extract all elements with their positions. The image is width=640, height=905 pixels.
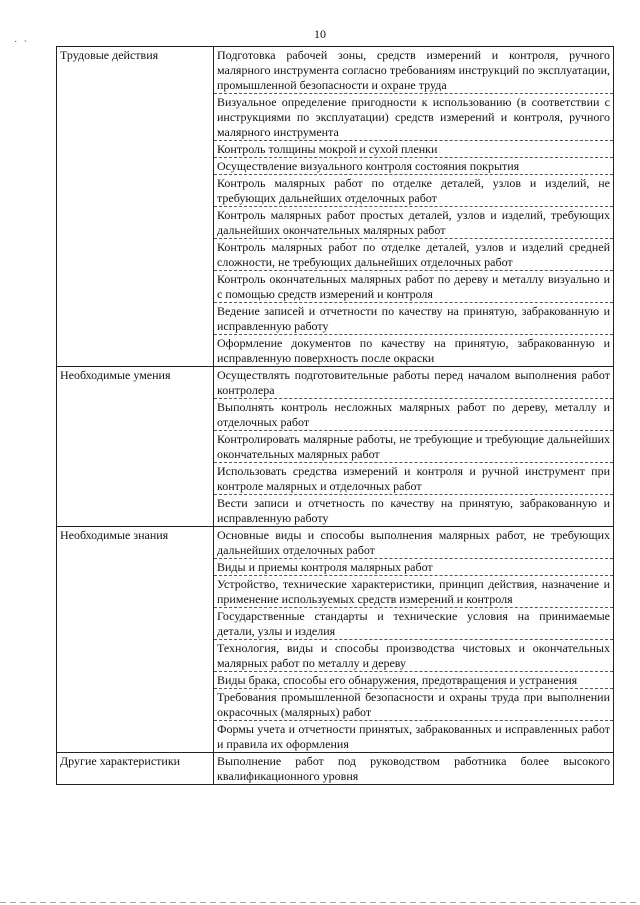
list-item: Вести записи и отчетность по качеству на принятую, забракованную и исправленную работу (217, 496, 610, 525)
section-items-cell (214, 367, 614, 527)
table-row (57, 47, 614, 367)
list-item: Контроль малярных работ простых деталей, узлов и изделий, требующих дальнейших окончательных малярных работ (214, 207, 613, 239)
table-row (57, 527, 614, 753)
list-item: Подготовка рабочей зоны, средств измерений и контроля, ручного малярного инструмента согласно требованиям инструкций по эксплуатации, промышленной безопасности и охране труда (214, 47, 613, 94)
section-label: Необходимые знания (57, 527, 214, 753)
list-item: Виды брака, способы его обнаружения, предотвращения и устранения (214, 672, 613, 689)
list-item: Устройство, технические характеристики, принцип действия, назначение и применение используемых средств измерений и контроля (214, 576, 613, 608)
section-label: Необходимые умения (57, 367, 214, 527)
scan-specks: ˙ ˋ (14, 40, 30, 51)
section-items-list (214, 367, 613, 526)
section-items-cell (214, 47, 614, 367)
list-item: Контроль малярных работ по отделке деталей, узлов и изделий, не требующих дальнейших отделочных работ (214, 175, 613, 207)
table-row (57, 367, 614, 527)
list-item: Контролировать малярные работы, не требующие и требующие дальнейших окончательных малярных работ (214, 431, 613, 463)
list-item: Требования промышленной безопасности и охраны труда при выполнении окрасочных (малярных) работ (214, 689, 613, 721)
section-label: Другие характеристики (57, 753, 214, 785)
list-item: Выполнение работ под руководством работника более высокого квалификационного уровня (217, 754, 610, 783)
list-item: Контроль толщины мокрой и сухой пленки (214, 141, 613, 158)
list-item: Основные виды и способы выполнения малярных работ, не требующих дальнейших отделочных работ (214, 527, 613, 559)
list-item: Формы учета и отчетности принятых, забракованных и исправленных работ и правила их оформления (217, 722, 610, 751)
list-item: Виды и приемы контроля малярных работ (214, 559, 613, 576)
table-body (57, 47, 614, 785)
list-item: Технология, виды и способы производства чистовых и окончательных малярных работ по металлу и дереву (214, 640, 613, 672)
list-item: Контроль малярных работ по отделке деталей, узлов и изделий средней сложности, не требующих дальнейших отделочных работ (214, 239, 613, 271)
table-row (57, 753, 614, 785)
list-item: Использовать средства измерений и контроля и ручной инструмент при контроле малярных и отделочных работ (214, 463, 613, 495)
section-items-cell (214, 527, 614, 753)
section-items-list (214, 47, 613, 366)
list-item: Оформление документов по качеству на принятую, забракованную и исправленную поверхность после окраски (217, 336, 610, 365)
section-label: Трудовые действия (57, 47, 214, 367)
list-item: Контроль окончательных малярных работ по дереву и металлу визуально и с помощью средств измерений и контроля (214, 271, 613, 303)
list-item: Выполнять контроль несложных малярных работ по дереву, металлу и отделочных работ (214, 399, 613, 431)
section-items-list (214, 527, 613, 752)
list-item: Визуальное определение пригодности к использованию (в соответствии с инструкциями по эксплуатации) средств измерений и контроля, ручного малярного инструмента (214, 94, 613, 141)
section-items-cell (214, 753, 614, 785)
characteristics-table (56, 46, 614, 785)
list-item: Государственные стандарты и технические условия на принимаемые детали, узлы и изделия (214, 608, 613, 640)
section-items-list (214, 753, 613, 784)
scan-edge-line (0, 902, 640, 903)
list-item: Осуществлять подготовительные работы перед началом выполнения работ контролера (214, 367, 613, 399)
page-number: 10 (314, 27, 326, 41)
list-item: Ведение записей и отчетности по качеству на принятую, забракованную и исправленную работу (214, 303, 613, 335)
list-item: Осуществление визуального контроля состояния покрытия (214, 158, 613, 175)
